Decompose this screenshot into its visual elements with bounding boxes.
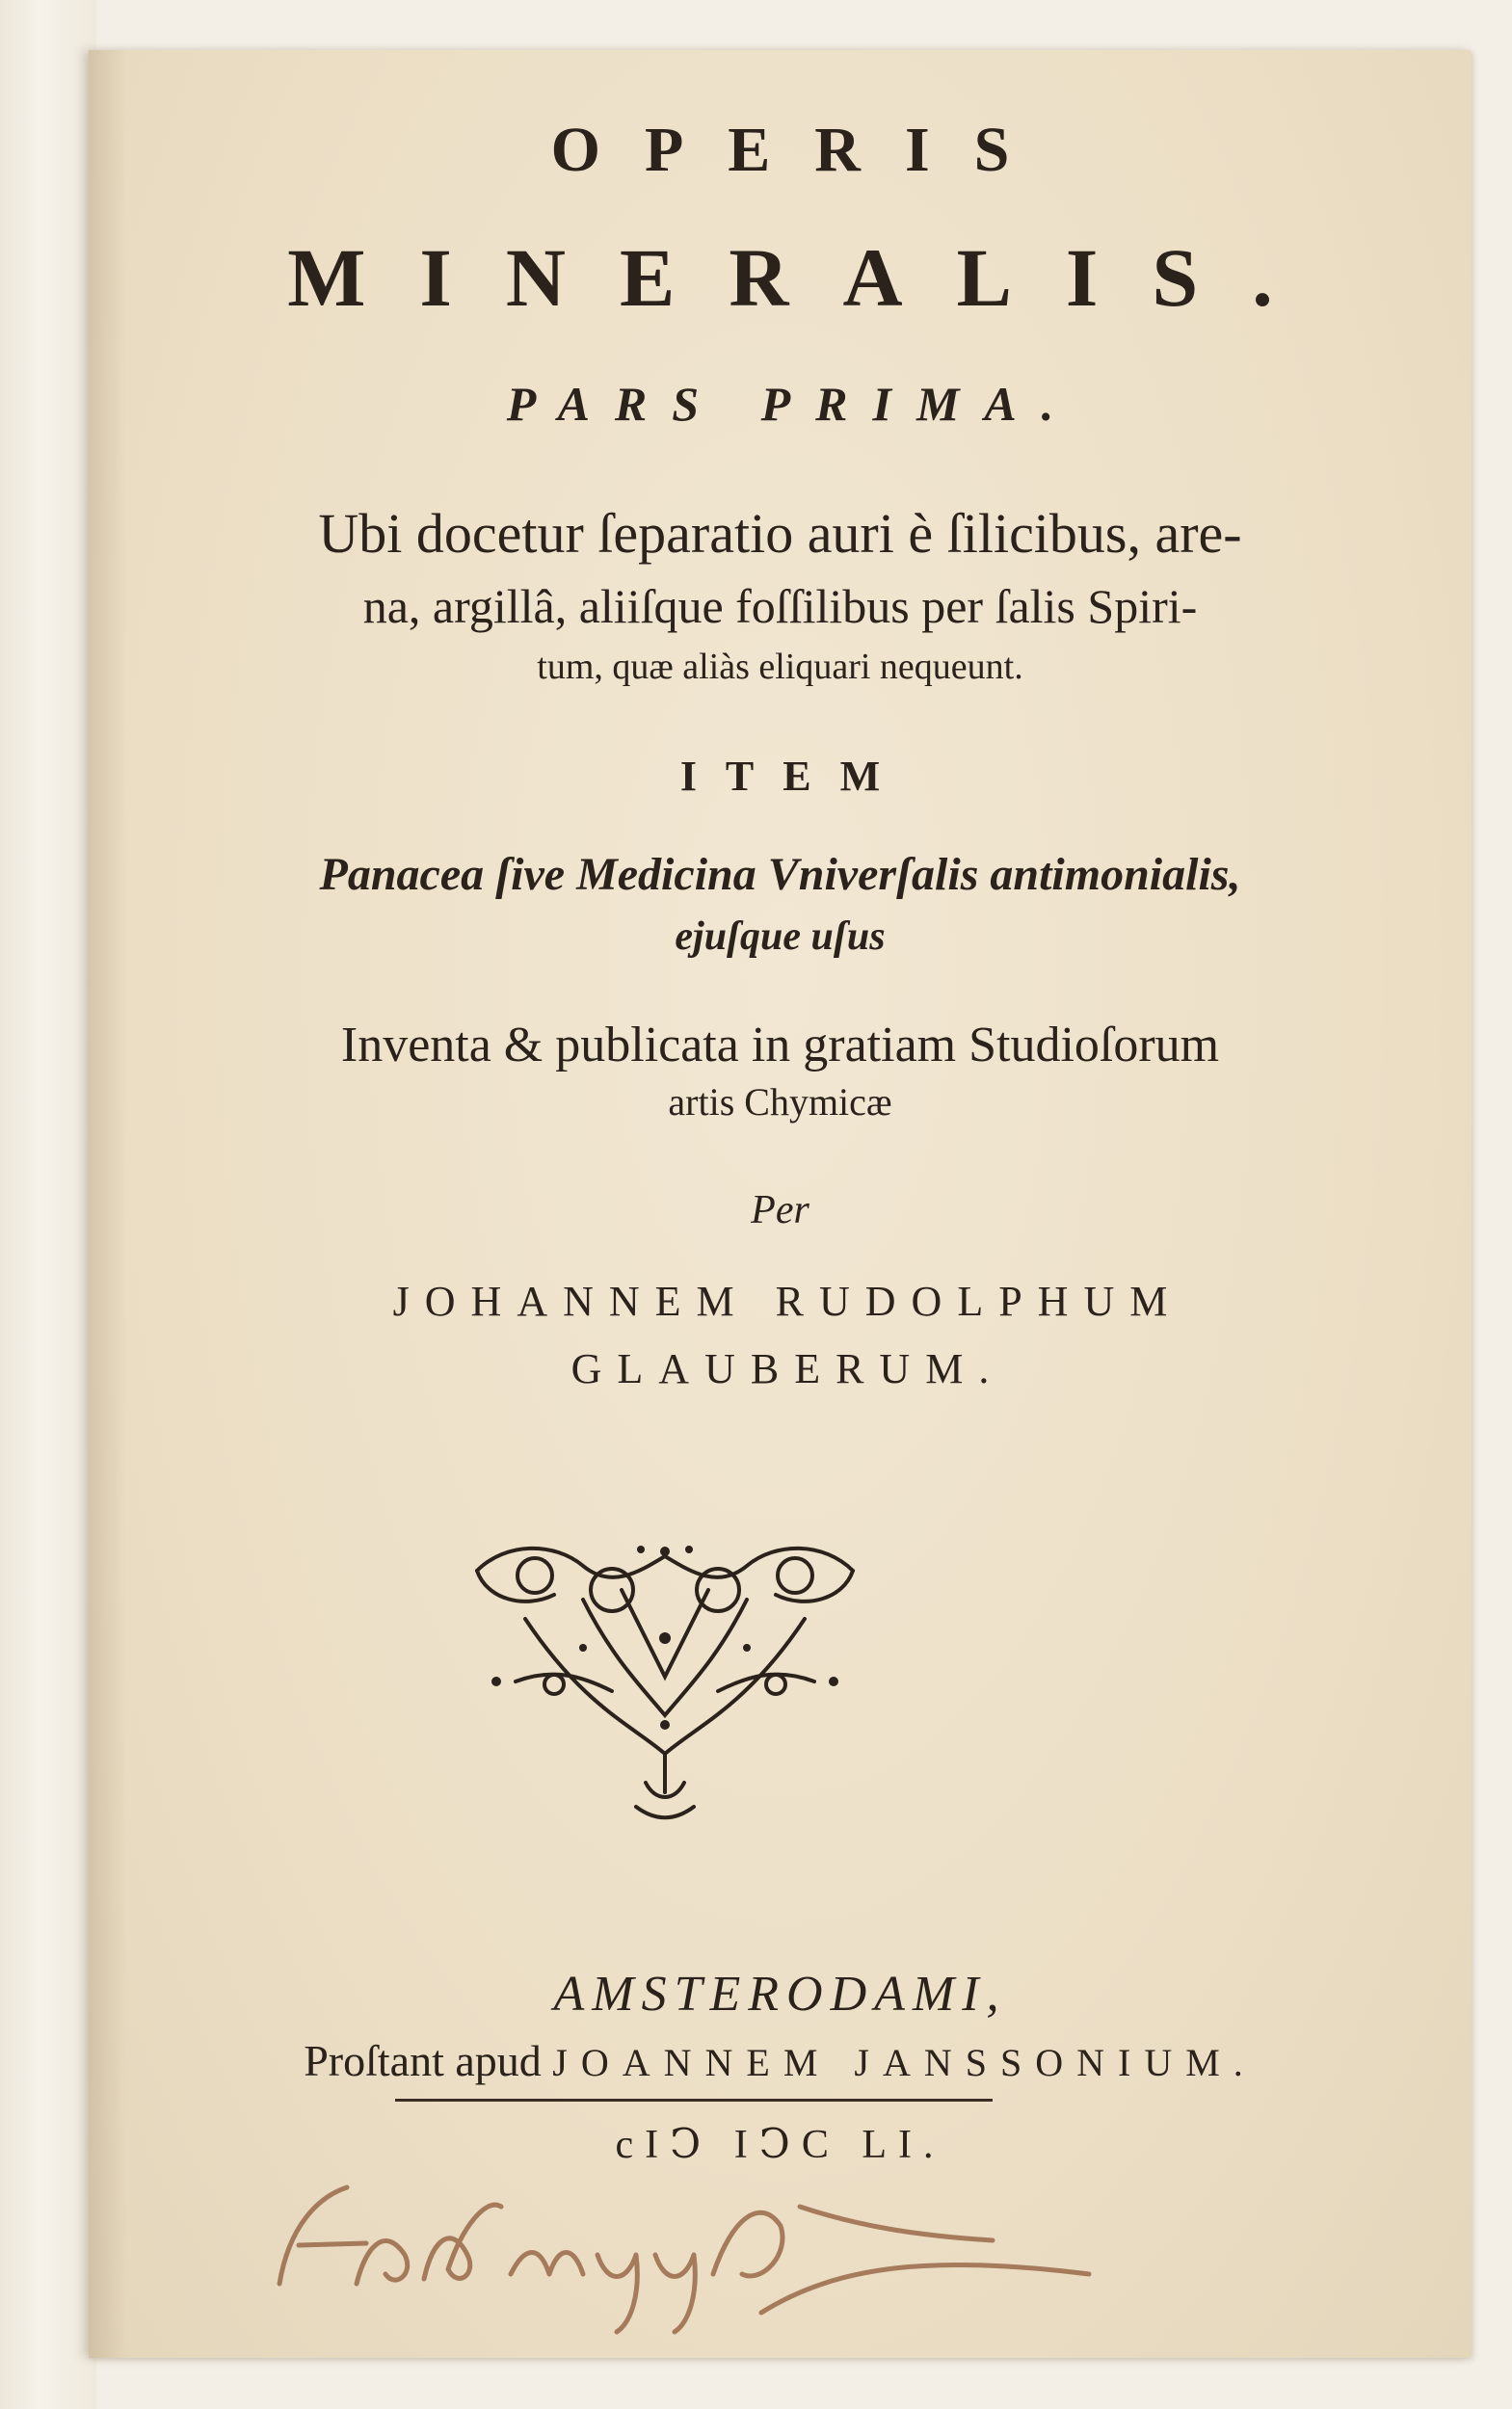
invented-line-2: artis Chymicæ — [668, 1080, 892, 1124]
description-line-2: na, argillâ, aliiſque foſſilibus per ſalis Spiri- — [362, 579, 1198, 633]
date-line: cIↃ IↃC LI. — [615, 2123, 945, 2167]
panacea-line-2: ejuſque uſus — [675, 914, 886, 959]
author-line-1: JOHANNEM RUDOLPHUM — [392, 1278, 1183, 1325]
book-edge — [0, 0, 96, 2409]
item-heading: ITEM — [679, 753, 910, 800]
title-line-2: MINERALIS. — [287, 231, 1327, 324]
publisher-line — [89, 2035, 1472, 2086]
invented-line-1: Inventa & publicata in gratiam Studioſorum — [340, 1018, 1220, 1072]
city-line: AMSTERODAMI, — [553, 1967, 1007, 2022]
publisher-prefix: Proſtant apud — [304, 2036, 542, 2085]
publisher-name: JOANNEM JANSSONIUM. — [552, 2041, 1257, 2084]
fleuron-ornament-icon — [467, 1532, 862, 1821]
part-heading: PARS PRIMA. — [506, 377, 1079, 431]
author-line-2: GLAUBERUM. — [570, 1345, 1005, 1392]
rule-divider — [395, 2099, 993, 2102]
per-word: Per — [751, 1188, 809, 1232]
panacea-line-1: Panacea ſive Medicina Vniverſalis antimonialis, — [319, 849, 1241, 900]
title-line-1: OPERIS — [550, 115, 1054, 185]
description-line-3: tum, quæ aliàs eliquari nequeunt. — [537, 647, 1023, 687]
handwritten-signature — [260, 2168, 1108, 2342]
description-line-1: Ubi docetur ſeparatio auri è ſilicibus, are- — [318, 502, 1242, 565]
